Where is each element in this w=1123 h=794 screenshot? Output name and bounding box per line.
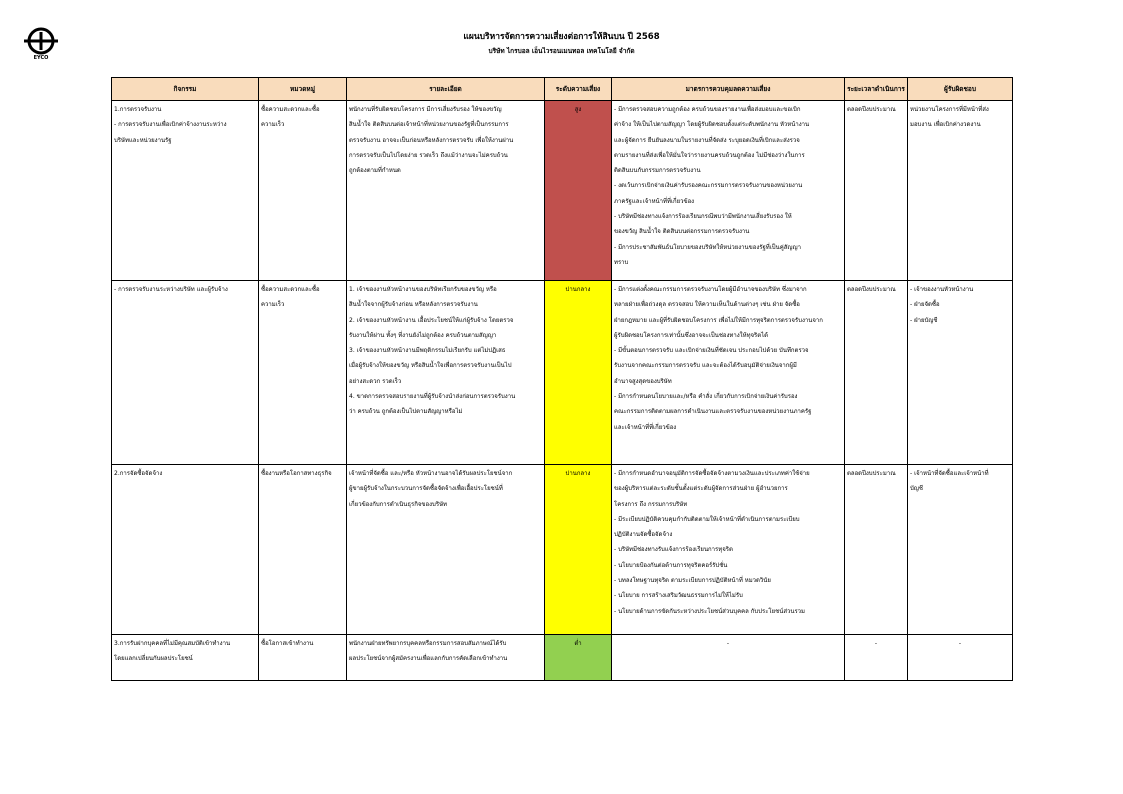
detail-cell [347,465,545,635]
measures-line: ผู้รับผิดชอบโครงการเท่านั้นซึ่งอาจจะเป็นช่องทางให้ทุจริตได้ [614,331,769,339]
measures-line: - นโยบายป้องกันต่อต้านการทุจริตคอร์รัปชั่น [614,561,728,569]
column-header: รายละเอียด [347,78,545,101]
column-header: มาตรการควบคุมลดความเสี่ยง [612,78,845,101]
measures-line: อำนาจสูงสุดของบริษัท [614,377,672,385]
measures-line: - มีการตรวจสอบความถูกต้อง ครบถ้วนของรายงานเพื่อส่งมอบและขอเบิก [614,106,801,113]
measures-line: และผู้จัดการ ยืนยันลงนามในรายงานที่จัดส่ง ระบุยอดเงินที่เบิกและส่งรวจ [614,136,800,144]
measures-line: - นโยบาย การสร้างเสริมวัฒนธรรมการไม่ให้ไม่รับ [614,592,743,600]
measures-line: คณะกรรมการติดตามผลการดำเนินงานและตรวจรับงานของหน่วยงานภาครัฐ [614,408,812,416]
owner-line: หน่วยงานโครงการที่มีหน้าที่ส่ง [910,106,989,113]
owner-line: บัญชี [910,485,923,493]
measures-line: หลายฝ่ายเพื่อถ่วงดุล ตรวจสอบ ให้ความเห็นในด้านต่างๆ เช่น ฝ่าย จัดซื้อ [614,301,800,309]
measures-line: ฝ่ายกฎหมาย และผู้ที่รับผิดชอบโครงการ เพื่อไม่ให้มีการทุจริตการตรวจรับงานจาก [614,316,823,324]
detail-line: รับงานให้ผ่าน ทั้งๆ ที่งานยังไม่ถูกต้อง ครบถ้วนตามสัญญา [349,331,497,339]
measures-line: ของผู้บริหารแต่ละระดับชั้นตั้งแต่ระดับผู้จัดการส่วนฝ่าย ผู้อำนวยการ [614,485,788,493]
risk-level-cell [545,101,612,281]
detail-line: อย่างสะดวก รวดเร็ว [349,377,402,385]
column-header: ระดับความเสี่ยง [545,78,612,101]
risk-level-label: สูง [574,106,582,113]
table-row [112,281,1013,465]
detail-line: ตรวจรับงาน อาจจะเป็นก่อนหรือหลังการตรวจรับ เพื่อให้งานผ่าน [349,136,514,144]
risk-level-cell [545,281,612,465]
detail-line: พนักงานที่รับผิดชอบโครงการ มีการเสี่ยงรับรอง ให้ของขวัญ [349,106,502,113]
column-header: กิจกรรม [112,78,259,101]
detail-line: สินน้ำใจจากผู้รับจ้างก่อน หรือหลังการตรวจรับงาน [349,301,478,309]
detail-line: 1. เจ้าของงานหัวหน้างานของบริษัทเรียกรับของขวัญ หรือ [349,286,497,293]
category-line: ซื้อความสะดวกและซื้อ [261,106,320,113]
measures-cell [612,281,845,465]
activity-line: โดยแลกเปลี่ยนกับผลประโยชน์ [114,655,193,663]
detail-line: ผู้ขายผู้รับจ้างในกระบวนการจัดซื้อจัดจ้างเพื่อเอื้อประโยชน์ที่ [349,485,503,493]
owner-line: - ฝ่ายจัดซื้อ [910,301,940,309]
category-cell [259,101,347,281]
owner-cell [908,465,1013,635]
measures-cell [612,635,845,681]
detail-line: เจ้าหน้าที่จัดซื้อ และ/หรือ หัวหน้างานอาจได้รับผลประโยชน์จาก [349,470,513,477]
detail-line: ผลประโยชน์จากผู้สมัครงานเพื่อแลกกับการคัดเลือกเข้าทำงาน [349,655,508,663]
measures-line: รับงานจากคณะกรรมการตรวจรับ และจะต้องได้รับอนุมัติจ่ายเงินจากผู้มี [614,362,797,370]
detail-line: 2. เจ้าของงานหัวหน้างาน เอื้อประโยชน์ให้แก่ผู้รับจ้าง โดยตรวจ [349,316,514,324]
detail-line: ถูกต้องตามที่กำหนด [349,167,401,175]
activity-line: - การตรวจรับงานเพื่อเบิกค่าจ้างงานระหว่าง [114,121,227,129]
measures-line: และเจ้าหน้าที่ที่เกี่ยวข้อง [614,423,677,431]
risk-level-label: ต่ำ [574,640,582,647]
measures-line: ปฏิบัติงานจัดซื้อจัดจ้าง [614,531,673,539]
category-line: ความเร็ว [261,121,285,129]
category-line: ซื้อโอกาสเข้าทำงาน [261,640,314,647]
svg-text:EYCO: EYCO [33,55,49,60]
measures-line: - มีการกำหนดนโยบายและ/หรือ คำสั่ง เกี่ยวกับการเบิกจ่ายเงินค่ารับรอง [614,393,798,401]
detail-line: 3. เจ้าของงานหัวหน้างานมีพฤติกรรมไม่เรียกรับ แต่ไม่ปฏิเสธ [349,347,506,355]
category-line: ซื้อความสะดวกและซื้อ [261,286,320,293]
owner-line: มอบงาน เพื่อเบิกค่างวดงาน [910,121,981,129]
measures-line: - นโยบายด้านการขัดกันระหว่างประโยชน์ส่วนบุคคล กับประโยชน์ส่วนรวม [614,607,806,615]
detail-line: เกี่ยวข้องกับการดำเนินธุรกิจของบริษัท [349,500,447,508]
activity-line: 1.การตรวจรับงาน [114,106,162,113]
measures-line: ภาครัฐและเจ้าหน้าที่ที่เกี่ยวข้อง [614,197,695,205]
column-header: ผู้รับผิดชอบ [908,78,1013,101]
measures-line: ของขวัญ สินน้ำใจ ติดสินบนต่อกรรมการตรวจรับงาน [614,228,750,236]
measures-cell [612,465,845,635]
risk-level-cell [545,635,612,681]
detail-line: สินน้ำใจ ติดสินบนต่อเจ้าหน้าที่หน่วยงานของรัฐที่เป็นกรรมการ [349,121,509,129]
table-row [112,465,1013,635]
risk-level-cell [545,465,612,635]
activity-line: บริษัทและหน่วยงานรัฐ [114,136,172,144]
measures-line: - มีการกำหนดอำนาจอนุมัติการจัดซื้อจัดจ้างตามวงเงินและประเภทค่าใช้จ่าย [614,470,810,477]
measures-line: - บทลงโทษฐานทุจริต ตามระเบียบการปฏิบัติหน้าที่ หมวดวินัย [614,577,771,585]
period-cell [845,635,908,681]
owner-line: - [958,640,962,647]
company-name: บริษัท ไกรบอล เอ็นไวรอนเมนทอล เทคโนโลยี จำกัด [488,47,635,55]
table-row [112,635,1013,681]
detail-line: 4. ขาดการตรวจสอบรายงานที่ผู้รับจ้างนำส่งก่อนการตรวจรับงาน [349,393,516,401]
risk-level-label: ปานกลาง [565,286,591,293]
detail-line: ว่า ครบถ้วน ถูกต้องเป็นไปตามสัญญาหรือไม่ [349,408,463,416]
period-line: ตลอดปีงบประมาณ [847,470,896,477]
period-cell [845,465,908,635]
category-cell [259,635,347,681]
column-header: หมวดหมู่ [259,78,347,101]
measures-line: - มีการประชาสัมพันธ์นโยบายของบริษัทให้หน่วยงานของรัฐที่เป็นคู่สัญญา [614,243,801,251]
category-line: ซื้องานหรือโอกาสทางธุรกิจ [261,470,332,477]
detail-line: พนักงานฝ่ายทรัพยากรบุคคลหรือกรรมการสอบสัมภาษณ์ได้รับ [349,640,507,647]
period-line: - [874,640,878,647]
period-cell [845,101,908,281]
owner-cell [908,281,1013,465]
measures-cell [612,101,845,281]
activity-cell [112,281,259,465]
measures-line: - มีระเบียบปฏิบัติควบคุมกำกับติดตามให้เจ้าหน้าที่ดำเนินการตามระเบียบ [614,515,800,523]
measures-line: ค่าจ้าง ให้เป็นไปตามสัญญา โดยผู้รับผิดชอบดั้งแต่ระดับพนักงาน หัวหน้างาน [614,121,810,129]
period-line: ตลอดปีงบประมาณ [847,286,896,293]
category-cell [259,281,347,465]
risk-table [111,77,1013,681]
activity-line: - การตรวจรับงานระหว่างบริษัท และผู้รับจ้าง [114,286,228,293]
detail-cell [347,281,545,465]
period-line: ตลอดปีงบประมาณ [847,106,896,113]
column-header: ระยะเวลาดำเนินการ [845,78,908,101]
measures-line: - มีขั้นตอนการตรวจรับ และเบิกจ่ายเงินที่ชัดเจน ประกอบไปด้วย บันทึกตรวจ [614,347,809,355]
owner-line: - เจ้าของงานหัวหน้างาน [910,286,974,293]
risk-level-label: ปานกลาง [565,470,591,477]
detail-line: เมื่อผู้รับจ้างให้ของขวัญ หรือสินน้ำใจเพื่อการตรวจรับงานเป็นไป [349,362,512,370]
measures-line: ทราบ [614,258,629,266]
table-header-row [112,78,1013,101]
owner-line: - เจ้าหน้าที่จัดซื้อและเจ้าหน้าที่ [910,470,989,477]
owner-line: - ฝ่ายบัญชี [910,316,938,324]
activity-cell [112,465,259,635]
table-row [112,101,1013,281]
detail-line: การตรวจรับเป็นไปโดยง่าย รวดเร็ว ถึงแม้ว่างานจะไม่ครบถ้วน [349,151,508,159]
category-cell [259,465,347,635]
page-title: แผนบริหารจัดการความเสี่ยงต่อการให้สินบน ปี 2568 [463,32,660,42]
owner-cell [908,101,1013,281]
activity-line: 2.การจัดซื้อจัดจ้าง [114,470,163,477]
measures-line: ติดสินบนกับกรรมการตรวจรับงาน [614,167,701,175]
period-cell [845,281,908,465]
measures-line: - บริษัทมีช่องทางแจ้งการร้องเรียนกรณีพบว่ามีพนักงานเสี่ยงรับรอง ให้ [614,213,792,221]
measures-line: โครงการ ถึง กรรมการบริษัท [614,500,688,508]
owner-cell [908,635,1013,681]
detail-cell [347,635,545,681]
measures-line: ตามรายงานที่ส่งเพื่อให้มั่นใจว่ารายงานครบถ้วนถูกต้อง ไม่มีช่องว่างในการ [614,151,805,159]
activity-cell [112,101,259,281]
measures-line: - มีการแต่งตั้งคณะกรรมการตรวจรับงานโดยผู้มีอำนาจของบริษัท ซึ่งมาจาก [614,286,807,293]
activity-line: 3.การรับฝากบุคคลที่ไม่มีคุณสมบัติเข้าทำงาน [114,640,231,647]
measures-line: - บริษัทมีช่องทางรับแจ้งการร้องเรียนการทุจริต [614,546,733,554]
category-line: ความเร็ว [261,301,285,309]
activity-cell [112,635,259,681]
measures-line: - [726,640,730,647]
detail-cell [347,101,545,281]
measures-line: - งดเว้นการเบิกจ่ายเงินค่ารับรองคณะกรรมการตรวจรับงานของหน่วยงาน [614,182,803,190]
